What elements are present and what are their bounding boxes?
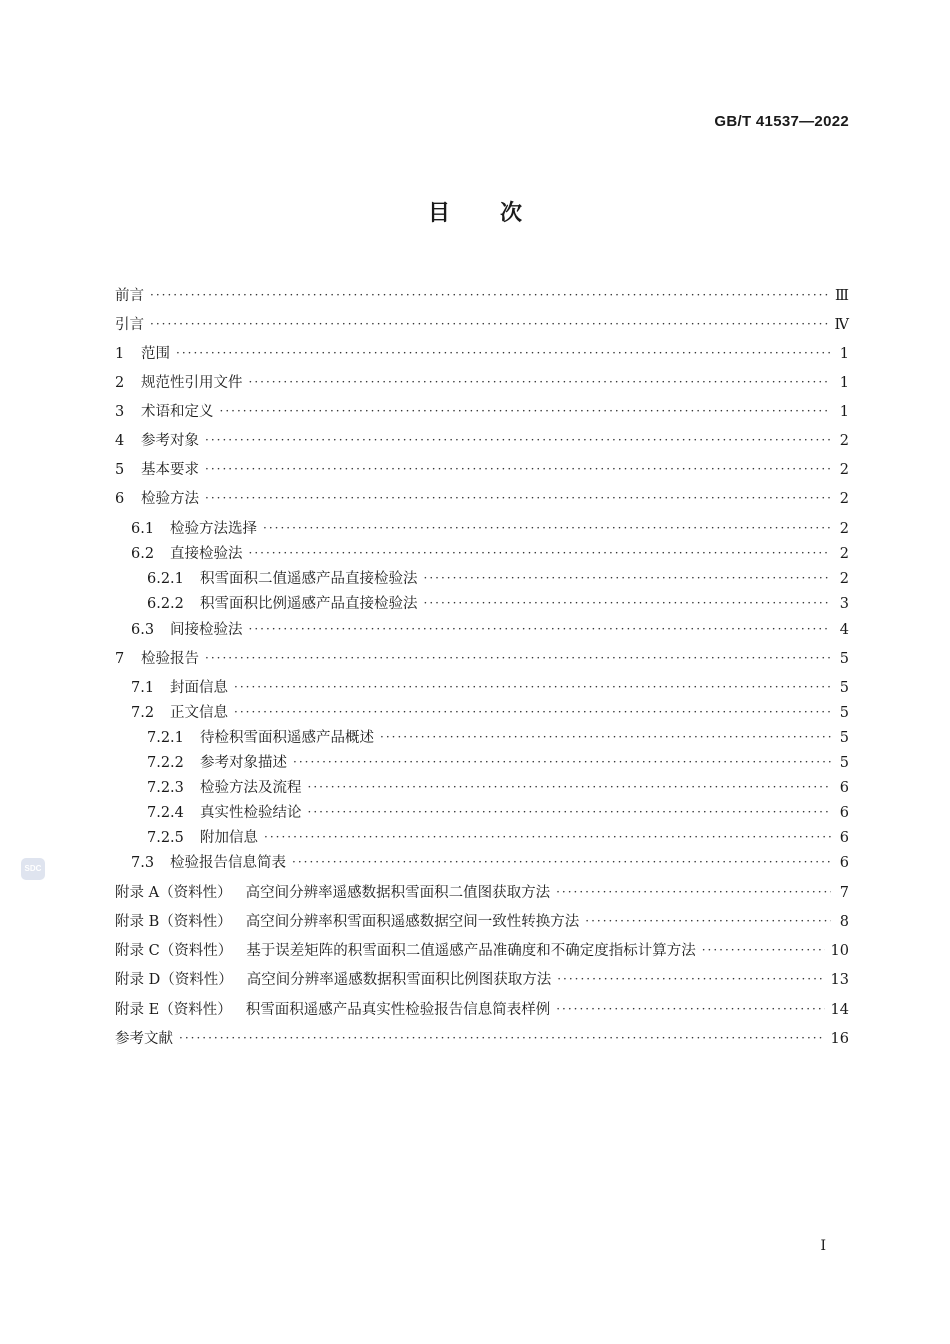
toc-entry[interactable] [115,618,849,639]
toc-entry[interactable] [115,968,849,989]
toc-entry-number: 附录 A（资料性） [115,885,232,901]
toc-entry-page: 6 [839,830,849,846]
standard-code: GB/T 41537—2022 [714,113,849,130]
toc-entry-number: 7 [115,651,125,667]
toc-dot-leader [249,544,832,559]
toc-dot-leader [176,344,831,359]
toc-entry[interactable] [115,342,849,363]
toc-entry-label: 检验方法及流程 [200,780,302,796]
toc-dot-leader [424,594,832,609]
toc-entry-number: 3 [115,404,125,420]
toc-dot-leader [205,431,831,446]
toc-entry[interactable] [115,487,849,508]
toc-dot-leader [150,315,829,330]
watermark-logo: SDC [21,858,45,880]
toc-entry-label: 间接检验法 [170,622,243,638]
toc-dot-leader [292,853,831,868]
toc-entry[interactable] [115,998,849,1019]
toc-entry-number: 7.2.4 [147,805,184,821]
toc-entry-number: 7.2.1 [147,730,184,746]
toc-entry-page: Ⅳ [834,317,849,333]
toc-entry-page: 5 [839,755,849,771]
toc-entry[interactable] [115,676,849,697]
toc-entry-page: 2 [839,521,849,537]
toc-entry-label: 基本要求 [141,462,199,478]
toc-entry-number: 4 [115,433,125,449]
toc-dot-leader [556,1000,824,1015]
toc-entry-page: 6 [839,780,849,796]
toc-entry-page: 10 [830,943,849,959]
toc-entry-page: 1 [839,346,849,362]
toc-entry-label: 检验报告 [141,651,199,667]
toc-entry-page: 2 [839,546,849,562]
toc-entry-label: 正文信息 [170,705,228,721]
toc-entry-page: 5 [839,730,849,746]
toc-entry-number: 2 [115,375,125,391]
toc-dot-leader [234,678,831,693]
toc-entry[interactable] [115,881,849,902]
toc-entry-page: 2 [839,491,849,507]
toc-dot-leader [205,649,831,664]
toc-entry[interactable] [115,1027,849,1048]
toc-entry[interactable] [115,751,849,772]
toc-dot-leader [293,753,831,768]
toc-entry-page: 2 [839,571,849,587]
toc-entry[interactable] [115,542,849,563]
toc-entry-label: 参考对象描述 [200,755,287,771]
toc-entry-number: 附录 D（资料性） [115,972,233,988]
toc-entry[interactable] [115,371,849,392]
toc-entry-number: 7.2.3 [147,780,184,796]
toc-entry-label: 参考文献 [115,1031,173,1047]
toc-dot-leader [205,489,831,504]
toc-entry[interactable] [115,851,849,872]
toc-entry[interactable] [115,939,849,960]
toc-dot-leader [380,728,831,743]
toc-entry-label: 前言 [115,288,144,304]
toc-entry-page: 6 [839,805,849,821]
toc-entry[interactable] [115,567,849,588]
toc-dot-leader [556,883,831,898]
toc-entry-label: 参考对象 [141,433,199,449]
toc-dot-leader [205,460,831,475]
toc-entry[interactable] [115,701,849,722]
toc-entry[interactable] [115,400,849,421]
toc-entry-page: 1 [839,404,849,420]
toc-entry-number: 6.2 [131,546,155,562]
toc-dot-leader [557,970,824,985]
toc-entry-page: 5 [839,705,849,721]
toc-dot-leader [234,703,831,718]
toc-entry[interactable] [115,910,849,931]
toc-entry-label: 规范性引用文件 [141,375,243,391]
toc-entry-label: 待检积雪面积遥感产品概述 [200,730,374,746]
toc-entry[interactable] [115,284,849,305]
toc-entry-label: 术语和定义 [141,404,214,420]
toc-entry[interactable] [115,592,849,613]
toc-entry-number: 附录 C（资料性） [115,943,233,959]
toc-entry-label: 真实性检验结论 [200,805,302,821]
toc-entry-page: 6 [839,855,849,871]
toc-entry[interactable] [115,429,849,450]
toc-entry-number: 附录 E（资料性） [115,1002,232,1018]
toc-entry-page: 2 [839,462,849,478]
toc-dot-leader [179,1029,825,1044]
toc-entry-number: 7.2.2 [147,755,184,771]
toc-entry-number: 7.1 [131,680,155,696]
toc-entry-page: 7 [839,885,849,901]
toc-dot-leader [308,778,832,793]
toc-entry[interactable] [115,776,849,797]
toc-entry-label: 高空间分辨率遥感数据积雪面积比例图获取方法 [246,972,552,988]
toc-entry-page: 4 [839,622,849,638]
toc-entry-page: Ⅲ [835,288,849,304]
toc-entry-number: 5 [115,462,125,478]
toc-dot-leader [424,569,832,584]
toc-entry-label: 范围 [141,346,170,362]
toc-entry-page: 16 [830,1031,849,1047]
page-number: Ⅰ [820,1238,826,1254]
toc-entry-page: 3 [839,596,849,612]
toc-entry-label: 引言 [115,317,144,333]
toc-entry[interactable] [115,801,849,822]
toc-entry-number: 6.2.2 [147,596,184,612]
toc-entry-label: 检验方法选择 [170,521,257,537]
toc-entry-label: 直接检验法 [170,546,243,562]
toc-dot-leader [249,373,832,388]
toc-dot-leader [264,828,831,843]
toc-entry-label: 高空间分辨率积雪面积遥感数据空间一致性转换方法 [245,914,580,930]
toc-entry-label: 积雪面积比例遥感产品直接检验法 [200,596,418,612]
toc-dot-leader [308,803,832,818]
toc-entry-number: 6.3 [131,622,155,638]
toc-entry[interactable] [115,313,849,334]
toc-entry-number: 7.3 [131,855,155,871]
toc-dot-leader [220,402,832,417]
toc-entry-number: 1 [115,346,125,362]
toc-dot-leader [585,912,831,927]
toc-dot-leader [702,941,825,956]
toc-entry-label: 积雪面积二值遥感产品直接检验法 [200,571,418,587]
toc-entry-label: 检验方法 [141,491,199,507]
toc-entry-number: 附录 B（资料性） [115,914,232,930]
toc-entry-page: 13 [830,972,849,988]
toc-entry-label: 封面信息 [170,680,228,696]
toc-entry-label: 附加信息 [200,830,258,846]
toc-entry-label: 基于误差矩阵的积雪面积二值遥感产品准确度和不确定度指标计算方法 [246,943,696,959]
toc-dot-leader [249,620,832,635]
page-title: 目次 [427,201,572,226]
toc-entry-number: 7.2 [131,705,155,721]
toc-entry[interactable] [115,647,849,668]
toc-entry-page: 1 [839,375,849,391]
toc-entry-label: 高空间分辨率遥感数据积雪面积二值图获取方法 [245,885,551,901]
toc-entry-page: 8 [839,914,849,930]
toc-dot-leader [263,519,831,534]
toc-entry-page: 5 [839,651,849,667]
toc-entry[interactable] [115,826,849,847]
toc-entry-number: 6.2.1 [147,571,184,587]
toc-entry-label: 检验报告信息简表 [170,855,286,871]
toc-entry-number: 7.2.5 [147,830,184,846]
toc-entry[interactable] [115,726,849,747]
toc-entry-label: 积雪面积遥感产品真实性检验报告信息简表样例 [245,1002,551,1018]
toc-entry-number: 6.1 [131,521,155,537]
toc-entry-page: 5 [839,680,849,696]
toc-dot-leader [150,286,829,301]
toc-entry-number: 6 [115,491,125,507]
toc-entry[interactable] [115,458,849,479]
toc-entry-page: 14 [830,1002,849,1018]
toc-entry-page: 2 [839,433,849,449]
toc-entry[interactable] [115,517,849,538]
